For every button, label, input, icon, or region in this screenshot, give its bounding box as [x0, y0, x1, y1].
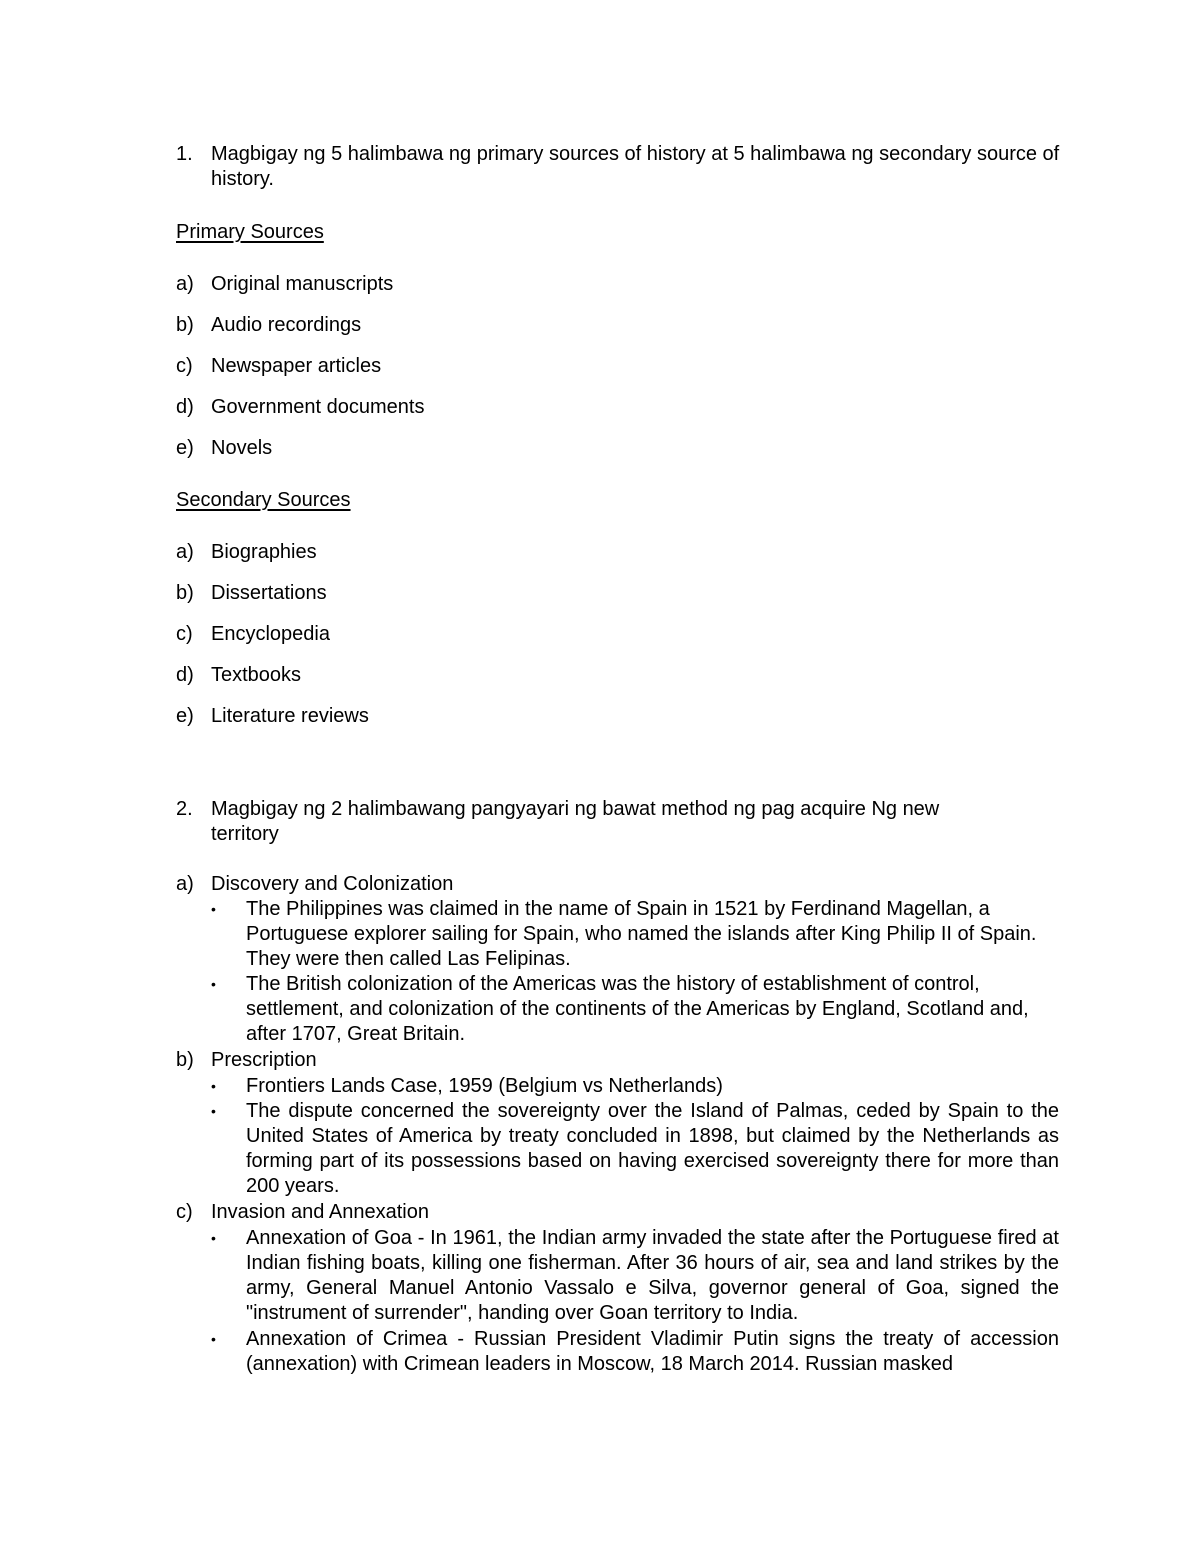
- secondary-item-text: Textbooks: [211, 664, 302, 686]
- bullet-icon: •: [211, 976, 216, 992]
- secondary-item-label: c): [176, 623, 193, 645]
- primary-item-text: Original manuscripts: [211, 273, 394, 295]
- secondary-item-label: e): [176, 705, 194, 727]
- secondary-item-label: d): [176, 664, 194, 686]
- primary-item-label: a): [176, 273, 194, 295]
- primary-item-text: Newspaper articles: [211, 355, 382, 377]
- method-title: Invasion and Annexation: [211, 1201, 429, 1223]
- secondary-item-text: Dissertations: [211, 582, 327, 604]
- primary-item-text: Novels: [211, 437, 273, 459]
- secondary-item-text: Encyclopedia: [211, 623, 330, 645]
- method-bullet-text: The Philippines was claimed in the name of Spain in 1521 by Ferdinand Magellan, a Portuguese explorer sailing for Spain, who named the islands after King Philip II of Spain. They were then called Las Felipinas.: [246, 898, 1037, 970]
- bullet-icon: •: [211, 1230, 216, 1246]
- bullet-icon: •: [211, 901, 216, 917]
- question-2-number: 2.: [176, 798, 193, 820]
- primary-item-label: d): [176, 396, 194, 418]
- secondary-item-text: Literature reviews: [211, 705, 369, 727]
- question-1-number: 1.: [176, 143, 193, 165]
- method-label: a): [176, 873, 194, 895]
- method-bullet-text: Frontiers Lands Case, 1959 (Belgium vs Netherlands): [246, 1075, 723, 1097]
- secondary-item-label: b): [176, 582, 194, 604]
- method-label: b): [176, 1049, 194, 1071]
- primary-item-label: c): [176, 355, 193, 377]
- primary-item-label: b): [176, 314, 194, 336]
- secondary-sources-heading: Secondary Sources: [176, 489, 351, 511]
- method-title: Discovery and Colonization: [211, 873, 454, 895]
- bullet-icon: •: [211, 1331, 216, 1347]
- primary-sources-heading: Primary Sources: [176, 221, 324, 243]
- bullet-icon: •: [211, 1103, 216, 1119]
- method-bullet-text: Annexation of Goa - In 1961, the Indian army invaded the state after the Portuguese fired at Indian fishing boats, killing one fisherman. After 36 hours of air, sea and land strikes by the army, General Manuel Antonio Vassalo e Silva, governor general of Goa, signed the "instrument of surrender", handing over Goan territory to India.: [246, 1227, 1059, 1324]
- question-1-text: Magbigay ng 5 halimbawa ng primary sources of history at 5 halimbawa ng secondary source of history.: [211, 143, 1060, 190]
- method-bullet-text: The dispute concerned the sovereignty over the Island of Palmas, ceded by Spain to the United States of America by treaty concluded in 1898, but claimed by the Netherlands as forming part of its possessions based on having exercised sovereignty there for more than 200 years.: [246, 1100, 1059, 1197]
- method-label: c): [176, 1201, 193, 1223]
- secondary-item-label: a): [176, 541, 194, 563]
- primary-item-text: Government documents: [211, 396, 425, 418]
- question-2-text: Magbigay ng 2 halimbawang pangyayari ng bawat method ng pag acquire Ng new territory: [211, 798, 940, 845]
- primary-item-label: e): [176, 437, 194, 459]
- secondary-item-text: Biographies: [211, 541, 317, 563]
- method-bullet-text: The British colonization of the Americas was the history of establishment of control, settlement, and colonization of the continents of the Americas by England, Scotland and, after 1707, Great Britain.: [246, 973, 1029, 1045]
- method-title: Prescription: [211, 1049, 317, 1071]
- method-bullet-text: Annexation of Crimea - Russian President Vladimir Putin signs the treaty of accession (annexation) with Crimean leaders in Moscow, 18 March 2014. Russian masked: [246, 1328, 1059, 1375]
- bullet-icon: •: [211, 1078, 216, 1094]
- primary-item-text: Audio recordings: [211, 314, 362, 336]
